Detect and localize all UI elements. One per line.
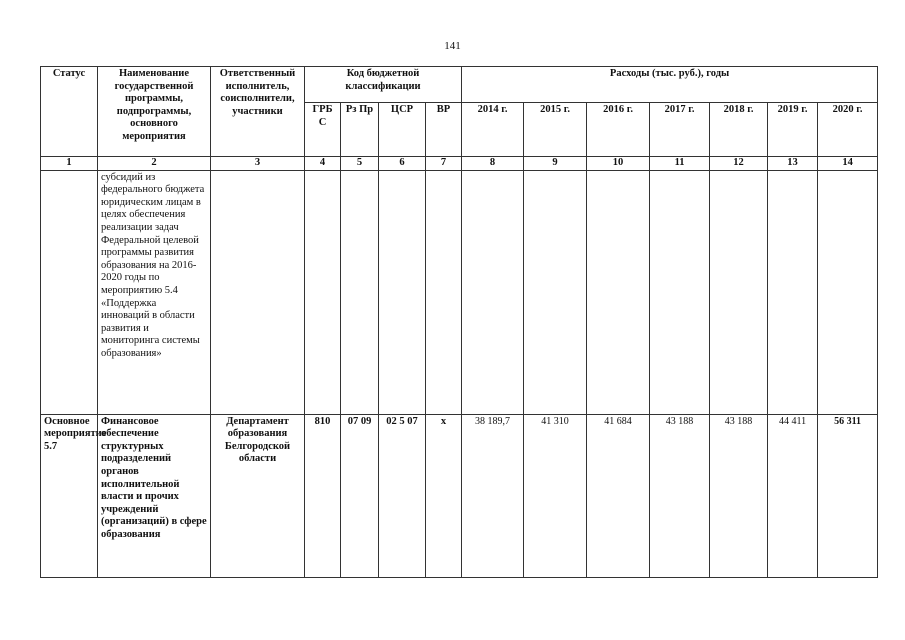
status-cell: Основное мероприятие 5.7 (41, 414, 98, 577)
header-status: Статус (41, 67, 98, 157)
vr-cell: х (426, 414, 462, 577)
column-number: 9 (524, 157, 587, 171)
header-budget-code: Код бюджетной классификации (305, 67, 462, 103)
value-2014-cell: 38 189,7 (462, 414, 524, 577)
empty-cell (379, 170, 426, 414)
empty-cell (462, 170, 524, 414)
header-year-2014: 2014 г. (462, 103, 524, 157)
value-2019-cell: 44 411 (768, 414, 818, 577)
header-year-2015: 2015 г. (524, 103, 587, 157)
column-number: 10 (587, 157, 650, 171)
header-year-2017: 2017 г. (650, 103, 710, 157)
column-number: 6 (379, 157, 426, 171)
empty-cell (426, 170, 462, 414)
column-number: 14 (818, 157, 878, 171)
table-row (41, 414, 878, 577)
budget-table (40, 66, 878, 578)
continuation-row (41, 170, 878, 414)
header-year-2016: 2016 г. (587, 103, 650, 157)
column-number-row (41, 157, 878, 171)
column-number: 7 (426, 157, 462, 171)
empty-cell (305, 170, 341, 414)
csr-cell: 02 5 07 (379, 414, 426, 577)
header-grbs: ГРБ С (305, 103, 341, 157)
value-2015-cell: 41 310 (524, 414, 587, 577)
empty-cell (650, 170, 710, 414)
column-number: 13 (768, 157, 818, 171)
header-csr: ЦСР (379, 103, 426, 157)
empty-cell (768, 170, 818, 414)
name-cell: Финансовое обеспечение структурных подразделений органов исполнительной власти и прочих учреждений (организаций) в сфере образования (98, 414, 211, 577)
column-number: 11 (650, 157, 710, 171)
grbs-cell: 810 (305, 414, 341, 577)
header-year-2018: 2018 г. (710, 103, 768, 157)
empty-cell (341, 170, 379, 414)
header-year-2020: 2020 г. (818, 103, 878, 157)
header-year-2019: 2019 г. (768, 103, 818, 157)
header-responsible: Ответственный исполнитель, соисполнители, участники (211, 67, 305, 157)
rzpr-cell: 07 09 (341, 414, 379, 577)
empty-cell (524, 170, 587, 414)
empty-cell (41, 170, 98, 414)
header-vr: ВР (426, 103, 462, 157)
empty-cell (818, 170, 878, 414)
header-expenses: Расходы (тыс. руб.), годы (462, 67, 878, 103)
column-number: 1 (41, 157, 98, 171)
column-number: 4 (305, 157, 341, 171)
value-2016-cell: 41 684 (587, 414, 650, 577)
value-2018-cell: 43 188 (710, 414, 768, 577)
value-2020-cell: 56 311 (818, 414, 878, 577)
empty-cell (587, 170, 650, 414)
page-number: 141 (444, 40, 461, 52)
column-number: 5 (341, 157, 379, 171)
continuation-name-cell: субсидий из федерального бюджета юридическим лицам в целях обеспечения реализации задач Федеральной целевой программы развития образования на 2016-2020 годы по мероприятию 5.4 «Поддержка инноваций в области развития и мониторинга системы образования» (98, 170, 211, 414)
empty-cell (710, 170, 768, 414)
column-number: 2 (98, 157, 211, 171)
column-number: 3 (211, 157, 305, 171)
header-rzpr: Рз Пр (341, 103, 379, 157)
column-number: 8 (462, 157, 524, 171)
value-2017-cell: 43 188 (650, 414, 710, 577)
column-number: 12 (710, 157, 768, 171)
header-name: Наименование государственной программы, подпрограммы, основного мероприятия (98, 67, 211, 157)
responsible-cell: Департамент образования Белгородской области (211, 414, 305, 577)
empty-cell (211, 170, 305, 414)
